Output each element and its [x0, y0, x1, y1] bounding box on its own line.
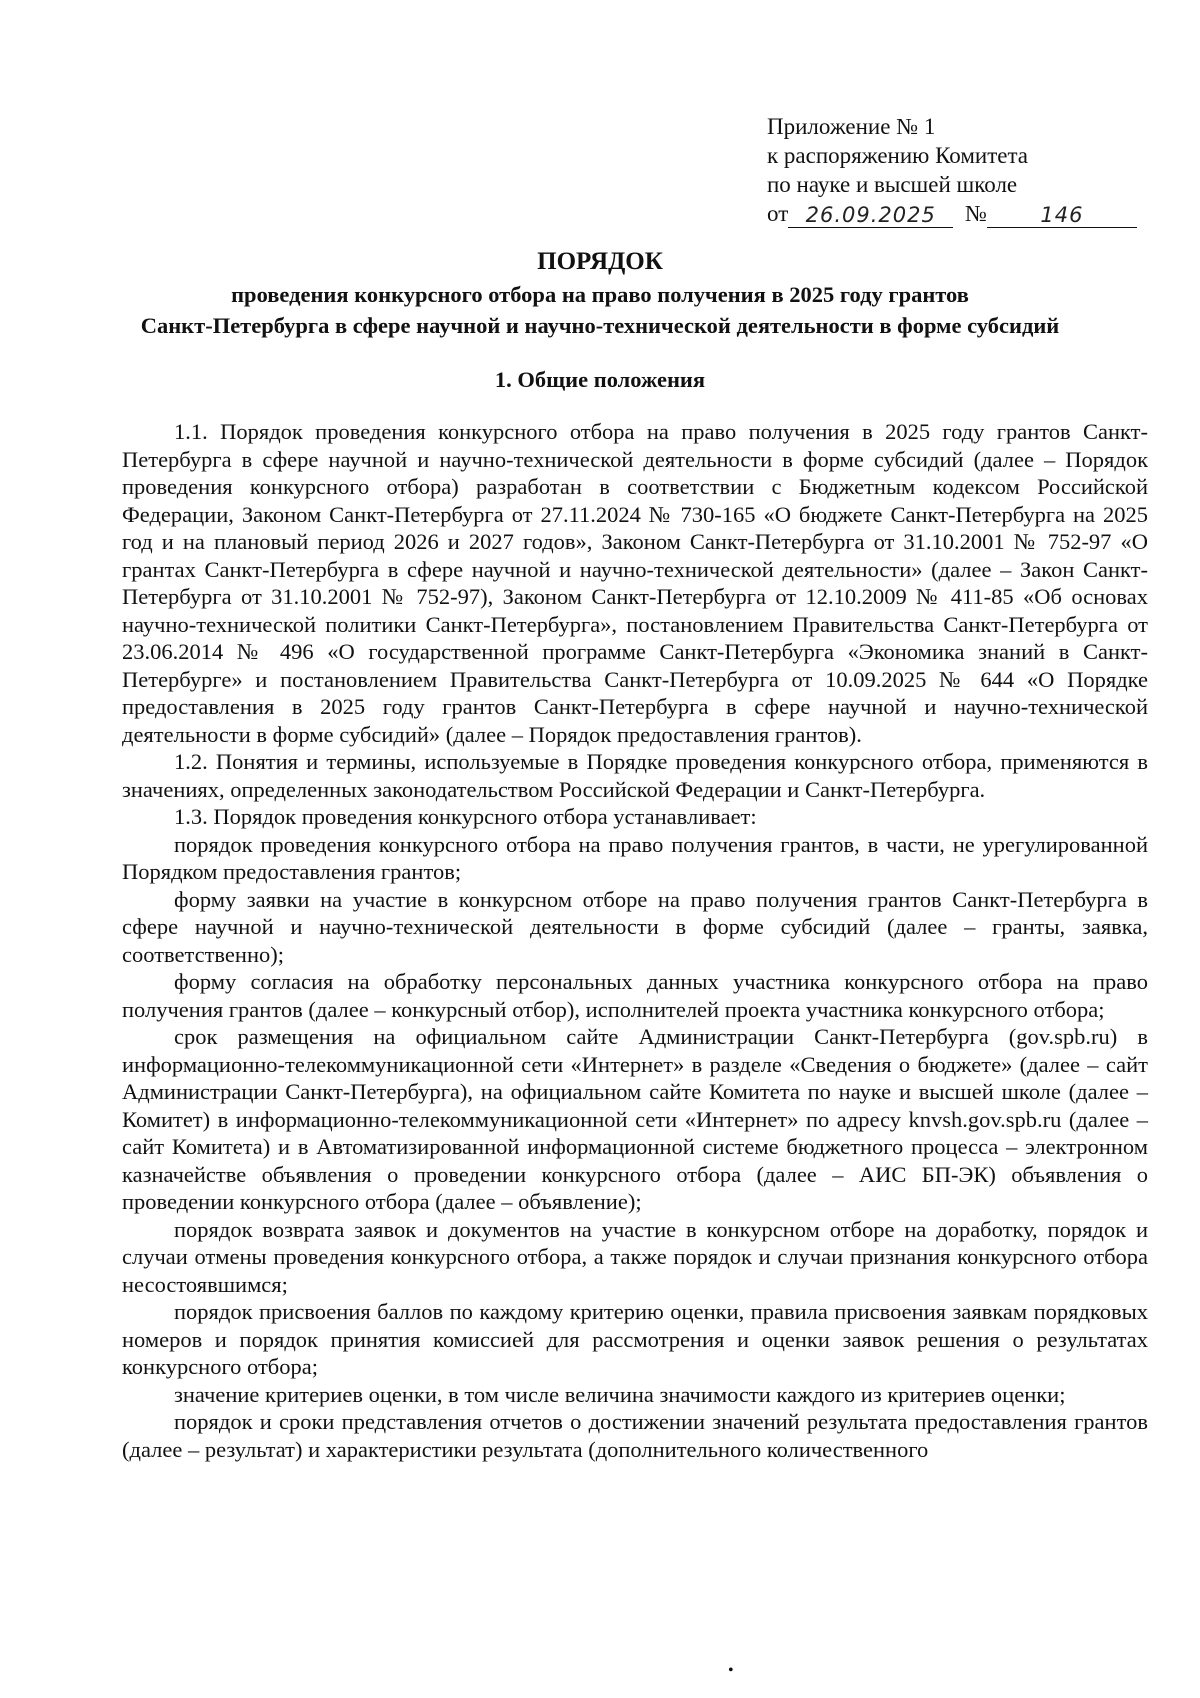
section-heading: 1. Общие положения [494, 367, 706, 392]
list-item: форму заявки на участие в конкурсном отборе на право получения грантов Санкт-Петербурга в сфере научной и научно-технической деятельности в форме субсидий (далее – гранты, заявка, соответственно); [122, 886, 1148, 967]
list-item: порядок присвоения баллов по каждому критерию оценки, правила присвоения заявкам порядковых номеров и порядок принятия комиссией для рассмотрения и оценки заявок решения о результатах конкурсного отбора; [122, 1299, 1148, 1379]
number-prefix: № [965, 201, 987, 226]
list-item: порядок проведения конкурсного отбора на право получения грантов, в части, не урегулированной Порядком предоставления грантов; [122, 831, 1148, 884]
list-item: порядок и сроки представления отчетов о достижении значений результата предоставления грантов (далее – результат) и характеристики результата (дополнительного количественного [122, 1409, 1148, 1462]
paragraph-1-3: 1.3. Порядок проведения конкурсного отбора устанавливает: [174, 804, 757, 829]
paragraph-1-1: 1.1. Порядок проведения конкурсного отбора на право получения в 2025 году грантов Санкт-Петербурга в сфере научной и научно-технической деятельности в форме субсидий (далее – Порядок проведения конкурсного отбора) разработан в соответствии с Бюджетным кодексом Российской Федерации, Законом Санкт-Петербурга от 27.11.2024 № 730-165 «О бюджете Санкт-Петербурга на 2025 год и на плановый период 2026 и 2027 годов», Законом Санкт-Петербурга от 31.10.2001 № 752-97 «О грантах Санкт-Петербурга в сфере научной и научно-технической деятельности» (далее – Закон Санкт-Петербурга от 31.10.2001 № 752-97), Законом Санкт-Петербурга от 12.10.2009 № 411-85 «Об основах научно-технической политики Санкт-Петербурга», постановлением Правительства Санкт-Петербурга от 23.06.2014 № 496 «О государственной программе Санкт-Петербурга «Экономика знаний в Санкт-Петербурге» и постановлением Правительства Санкт-Петербурга от 10.09.2025 № 644 «О Порядке предоставления в 2025 году грантов Санкт-Петербурга в сфере научной и научно-технической деятельности в форме субсидий» (далее – Порядок предоставления грантов). [122, 419, 1148, 747]
scan-speck: • [728, 1662, 734, 1679]
date-prefix: от [767, 201, 789, 226]
document-body [122, 418, 1148, 1463]
list-item: значение критериев оценки, в том числе величина значимости каждого из критериев оценки; [174, 1381, 1066, 1407]
list-item: форму согласия на обработку персональных данных участника конкурсного отбора на право получения грантов (далее – конкурсный отбор), исполнителей проекта участника конкурсного отбора; [122, 969, 1148, 1022]
list-item: порядок возврата заявок и документов на участие в конкурсном отборе на доработку, порядок и случаи отмены проведения конкурсного отбора, а также порядок и случаи признания конкурсного отбора несостоявшимся; [122, 1216, 1148, 1297]
annex-order-ref: к распоряжению Комитета [767, 143, 1028, 168]
paragraph-1-2: 1.2. Понятия и термины, используемые в Порядке проведения конкурсного отбора, применяются в значениях, определенных законодательством Российской Федерации и Санкт-Петербурга. [122, 749, 1148, 802]
number-field [987, 200, 1137, 228]
handwritten-number: 146 [1040, 203, 1084, 227]
annex-date-line [767, 199, 1147, 228]
annex-block [767, 112, 1147, 228]
date-field [788, 200, 953, 228]
annex-number: Приложение № 1 [767, 114, 936, 139]
handwritten-date: 26.09.2025 [805, 203, 936, 227]
annex-committee: по науке и высшей школе [767, 172, 1018, 197]
list-item: срок размещения на официальном сайте Администрации Санкт-Петербурга (gov.spb.ru) в информационно-телекоммуникационной сети «Интернет» в разделе «Сведения о бюджете» (далее – сайт Администрации Санкт-Петербурга), на официальном сайте Комитета по науке и высшей школе (далее – Комитет) в информационно-телекоммуникационной сети «Интернет» по адресу knvsh.gov.spb.ru (далее – сайт Комитета) и в Автоматизированной информационной системе бюджетного процесса – электронном казначействе объявления о проведении конкурсного отбора (далее – АИС БП-ЭК) объявления о проведении конкурсного отбора (далее – объявление); [122, 1024, 1148, 1214]
document-subtitle-line-2: Санкт-Петербурга в сфере научной и научно-технической деятельности в форме субсидий [140, 313, 1060, 338]
document-subtitle-line-1: проведения конкурсного отбора на право получения в 2025 году грантов [231, 282, 969, 307]
document-title: ПОРЯДОК [537, 248, 663, 275]
